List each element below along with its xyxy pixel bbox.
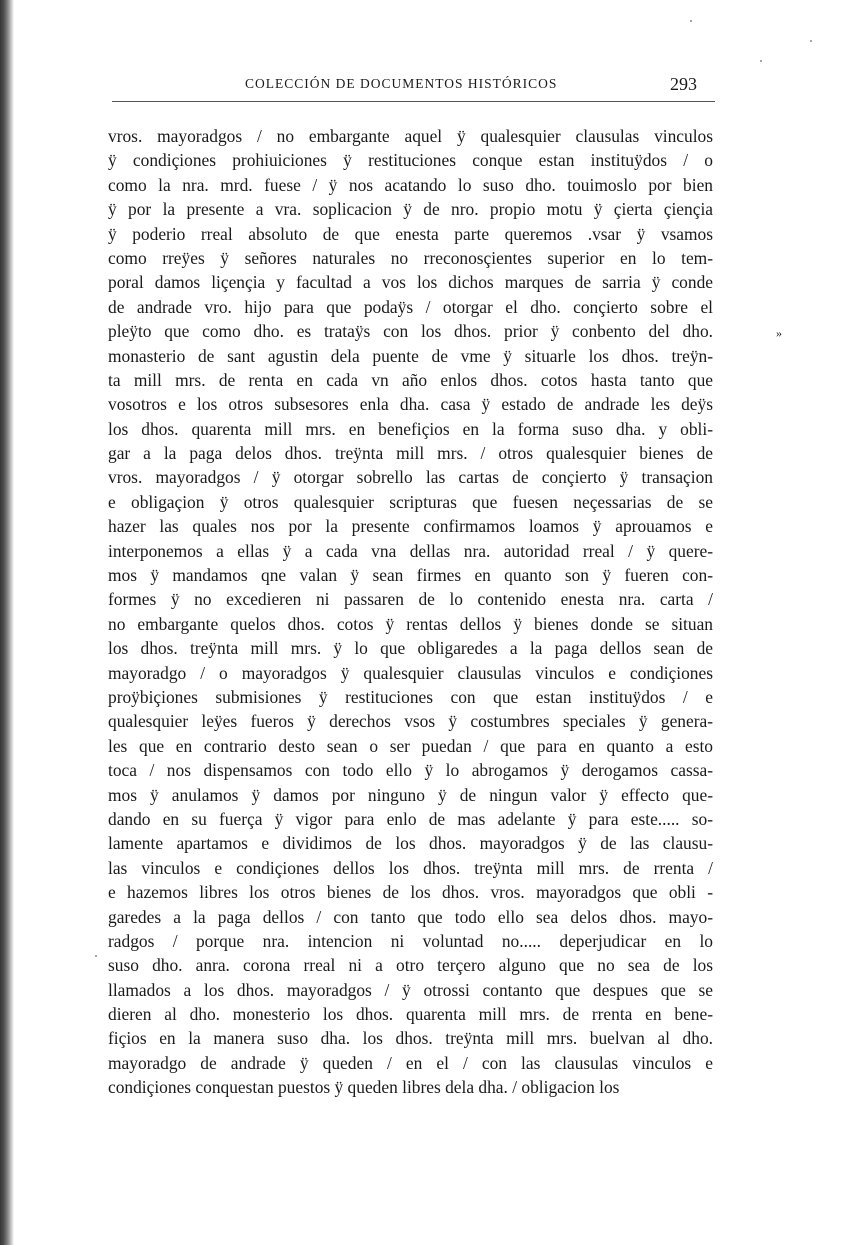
scan-speck bbox=[95, 955, 97, 957]
text-line: dando en su fuerça ÿ vigor para enlo de mas adelante ÿ para este..... so- bbox=[108, 808, 713, 829]
text-line: toca / nos dispensamos con todo ello ÿ lo abrogamos ÿ derogamos cassa- bbox=[108, 760, 713, 781]
text-line: les que en contrario desto sean o ser puedan / que para en quanto a esto bbox=[108, 735, 713, 756]
margin-note: » bbox=[776, 326, 782, 340]
text-line: los dhos. treÿnta mill mrs. ÿ lo que obligaredes a la paga dellos sean de bbox=[108, 638, 713, 659]
text-line: vros. mayoradgos / no embargante aquel ÿ qualesquier clausulas vinculos bbox=[108, 126, 713, 146]
text-line: proÿbiçiones submisiones ÿ restituciones con que estan instituÿdos / e bbox=[108, 686, 713, 707]
text-line: poral damos liçençia y facultad a vos los dichos marques de sarria ÿ conde bbox=[108, 272, 713, 293]
text-line: llamados a los dhos. mayoradgos / ÿ otrossi contanto que despues que se bbox=[108, 979, 713, 1000]
text-line: qualesquier leÿes fueros ÿ derechos vsos ÿ costumbres speciales ÿ genera- bbox=[108, 711, 713, 732]
text-line: pleÿto que como dho. es trataÿs con los dhos. prior ÿ conbento del dho. bbox=[108, 321, 713, 342]
scan-speck bbox=[760, 60, 762, 62]
text-line: los dhos. quarenta mill mrs. en benefiçios en la forma suso dha. y obli- bbox=[108, 418, 713, 439]
text-line: e hazemos libres los otros bienes de los dhos. vros. mayoradgos que obli - bbox=[108, 882, 713, 903]
text-line: gar a la paga delos dhos. treÿnta mill mrs. / otros qualesquier bienes de bbox=[108, 443, 713, 464]
text-line: vros. mayoradgos / ÿ otorgar sobrello las cartas de conçierto ÿ transaçion bbox=[108, 467, 713, 488]
scan-speck bbox=[690, 20, 692, 22]
text-line: suso dho. anra. corona rreal ni a otro terçero alguno que no sea de los bbox=[108, 955, 713, 976]
text-line: ÿ condiçiones prohiuiciones ÿ restituciones conque estan instituÿdos / o bbox=[108, 150, 713, 171]
text-line: mayoradgo de andrade ÿ queden / en el / con las clausulas vinculos e bbox=[108, 1052, 713, 1073]
text-line: radgos / porque nra. intencion ni voluntad no..... deperjudicar en lo bbox=[108, 930, 713, 951]
text-line: interponemos a ellas ÿ a cada vna dellas nra. autoridad rreal / ÿ quere- bbox=[108, 540, 713, 561]
text-line: e obligaçion ÿ otros qualesquier scripturas que fuesen neçessarias de se bbox=[108, 491, 713, 512]
text-line: mos ÿ mandamos qne valan ÿ sean firmes en quanto son ÿ fueren con- bbox=[108, 565, 713, 586]
text-line: las vinculos e condiçiones dellos los dhos. treÿnta mill mrs. de rrenta / bbox=[108, 857, 713, 878]
text-line: formes ÿ no excedieren ni passaren de lo contenido enesta nra. carta / bbox=[108, 589, 713, 610]
text-line: mayoradgo / o mayoradgos ÿ qualesquier clausulas vinculos e condiçiones bbox=[108, 662, 713, 683]
scan-speck bbox=[810, 40, 812, 42]
text-line: vosotros e los otros subsesores enla dha. casa ÿ estado de andrade les deÿs bbox=[108, 394, 713, 415]
text-line: ÿ poderio rreal absoluto de que enesta parte queremos .vsar ÿ vsamos bbox=[108, 223, 713, 244]
text-line: mos ÿ anulamos ÿ damos por ninguno ÿ de ningun valor ÿ effecto que- bbox=[108, 784, 713, 805]
text-line: hazer las quales nos por la presente confirmamos loamos ÿ aprouamos e bbox=[108, 516, 713, 537]
page-number: 293 bbox=[670, 74, 697, 94]
text-line: ta mill mrs. de renta en cada vn año enlos dhos. cotos hasta tanto que bbox=[108, 369, 713, 390]
body-text bbox=[108, 124, 713, 1100]
running-title: COLECCIÓN DE DOCUMENTOS HISTÓRICOS bbox=[245, 76, 558, 91]
text-line: ÿ por la presente a vra. soplicacion ÿ de nro. propio motu ÿ çierta çiençia bbox=[108, 199, 713, 220]
running-header bbox=[110, 76, 715, 102]
header-rule bbox=[112, 101, 715, 102]
text-line: de andrade vro. hijo para que podaÿs / otorgar el dho. conçierto sobre el bbox=[108, 296, 713, 317]
text-line: como la nra. mrd. fuese / ÿ nos acatando lo suso dho. touimoslo por bien bbox=[108, 174, 713, 195]
text-line: monasterio de sant agustin dela puente de vme ÿ situarle los dhos. treÿn- bbox=[108, 345, 713, 366]
text-line: garedes a la paga dellos / con tanto que todo ello sea delos dhos. mayo- bbox=[108, 906, 713, 927]
text-line: dieren al dho. monesterio los dhos. quarenta mill mrs. de rrenta en bene- bbox=[108, 1004, 713, 1025]
binding-shadow bbox=[0, 0, 14, 1245]
text-line: como rreÿes ÿ señores naturales no rreconosçientes superior en lo tem- bbox=[108, 247, 713, 268]
text-line: condiçiones conquestan puestos ÿ queden libres dela dha. / obligacion los bbox=[108, 1077, 620, 1098]
text-line: lamente apartamos e dividimos de los dhos. mayoradgos ÿ de las clausu- bbox=[108, 833, 713, 854]
text-line: no embargante quelos dhos. cotos ÿ rentas dellos ÿ bienes donde se situan bbox=[108, 613, 713, 634]
text-line: fiçios en la manera suso dha. los dhos. treÿnta mill mrs. buelvan al dho. bbox=[108, 1028, 713, 1049]
